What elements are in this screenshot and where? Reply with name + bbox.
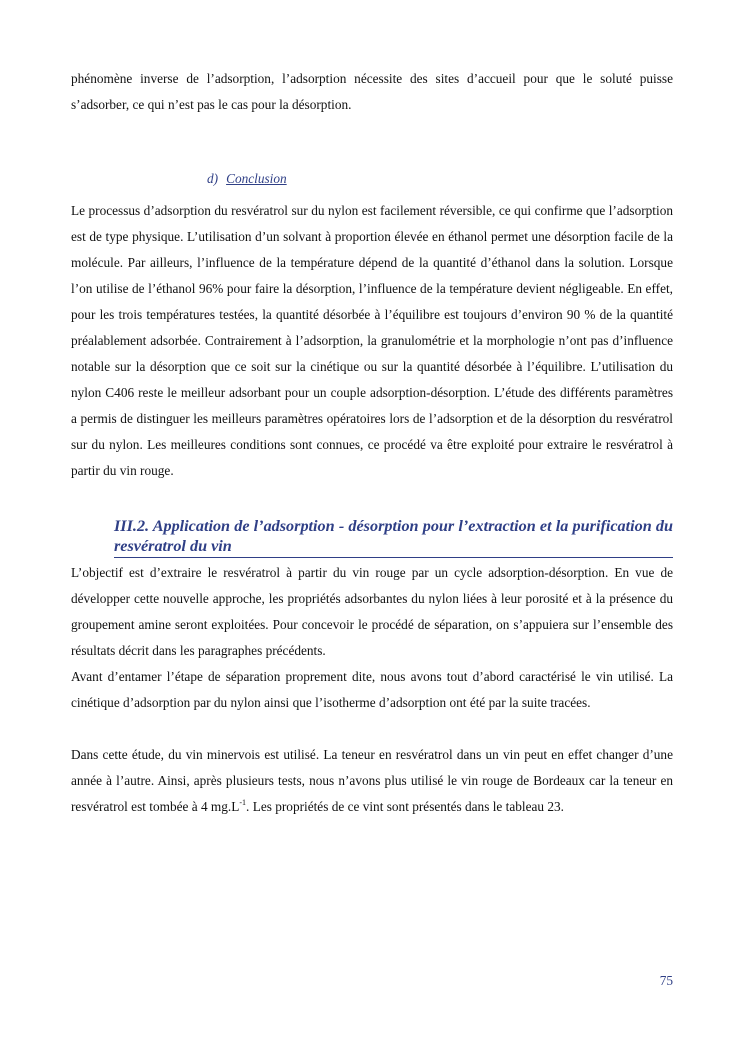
paragraph-conclusion: Le processus d’adsorption du resvératrol sur du nylon est facilement réversible, ce qui confirme que l’adsorption est de type physique. L’utilisation d’un solvant à proportion élevée en éthanol permet une désorption facile de la molécule. Par ailleurs, l’influence de la température dépend de la quantité d’éthanol dans la solution. Lorsque l’on utilise de l’éthanol 96% pour faire la désorption, l’influence de la température devient négligeable. En effet, pour les trois températures testées, la quantité désorbée à l’équilibre est toujours d’environ 90 % de la quantité préalablement adsorbée. Contrairement à l’adsorption, la granulométrie et la morphologie n’ont pas d’influence notable sur la désorption que ce soit sur la cinétique ou sur la quantité désorbée à l’équilibre. L’utilisation du nylon C406 reste le meilleur adsorbant pour un couple adsorption-désorption. L’étude des différents paramètres a permis de distinguer les meilleurs paramètres opératoires lors de l’adsorption et de la désorption du resvératrol sur du nylon. Les meilleures conditions sont connues, ce procédé va être exploité pour extraire le resvératrol à partir du vin rouge. — [71, 203, 673, 478]
subsection-heading — [207, 166, 673, 192]
paragraph-gap — [71, 716, 673, 742]
paragraph-objective: L’objectif est d’extraire le resvératrol à partir du vin rouge par un cycle adsorption-désorption. En vue de développer cette nouvelle approche, les propriétés adsorbantes du nylon liées à leur porosité et à la présence du groupement amine seront exploitées. Pour concevoir le procédé de séparation, on s’appuiera sur l’ensemble des résultats décrit dans les paragraphes précédents. — [71, 565, 673, 658]
page-content — [71, 66, 673, 820]
subsection-title: Conclusion — [226, 171, 287, 186]
section-underline — [114, 557, 673, 558]
paragraph-intro: phénomène inverse de l’adsorption, l’adsorption nécessite des sites d’accueil pour que le soluté puisse s’adsorber, ce qui n’est pas le cas pour la désorption. — [71, 71, 673, 112]
section-title: Application de l’adsorption - désorption pour l’extraction et la purification du resvératrol du vin — [114, 517, 673, 555]
paragraph-before: Avant d’entamer l’étape de séparation proprement dite, nous avons tout d’abord caractérisé le vin utilisé. La cinétique d’adsorption par du nylon ainsi que l’isotherme d’adsorption ont été par la suite tracées. — [71, 669, 673, 710]
unit-exponent: -1 — [239, 798, 247, 807]
paragraph-wine-text-end: . Les propriétés de ce vint sont présentés dans le tableau 23. — [246, 799, 564, 814]
paragraph-wine-text: Dans cette étude, du vin minervois est utilisé. La teneur en resvératrol dans un vin peut en effet changer d’une année à l’autre. Ainsi, après plusieurs tests, nous n’avons plus utilisé le vin rouge de Bordeaux car la teneur en resvératrol est tombée à 4 mg.L — [71, 747, 673, 814]
page-number: 75 — [659, 973, 673, 988]
paragraph-wine — [71, 742, 673, 820]
subsection-number: d) — [207, 171, 219, 186]
section-number: III.2. — [114, 517, 150, 535]
section-heading — [114, 516, 673, 557]
